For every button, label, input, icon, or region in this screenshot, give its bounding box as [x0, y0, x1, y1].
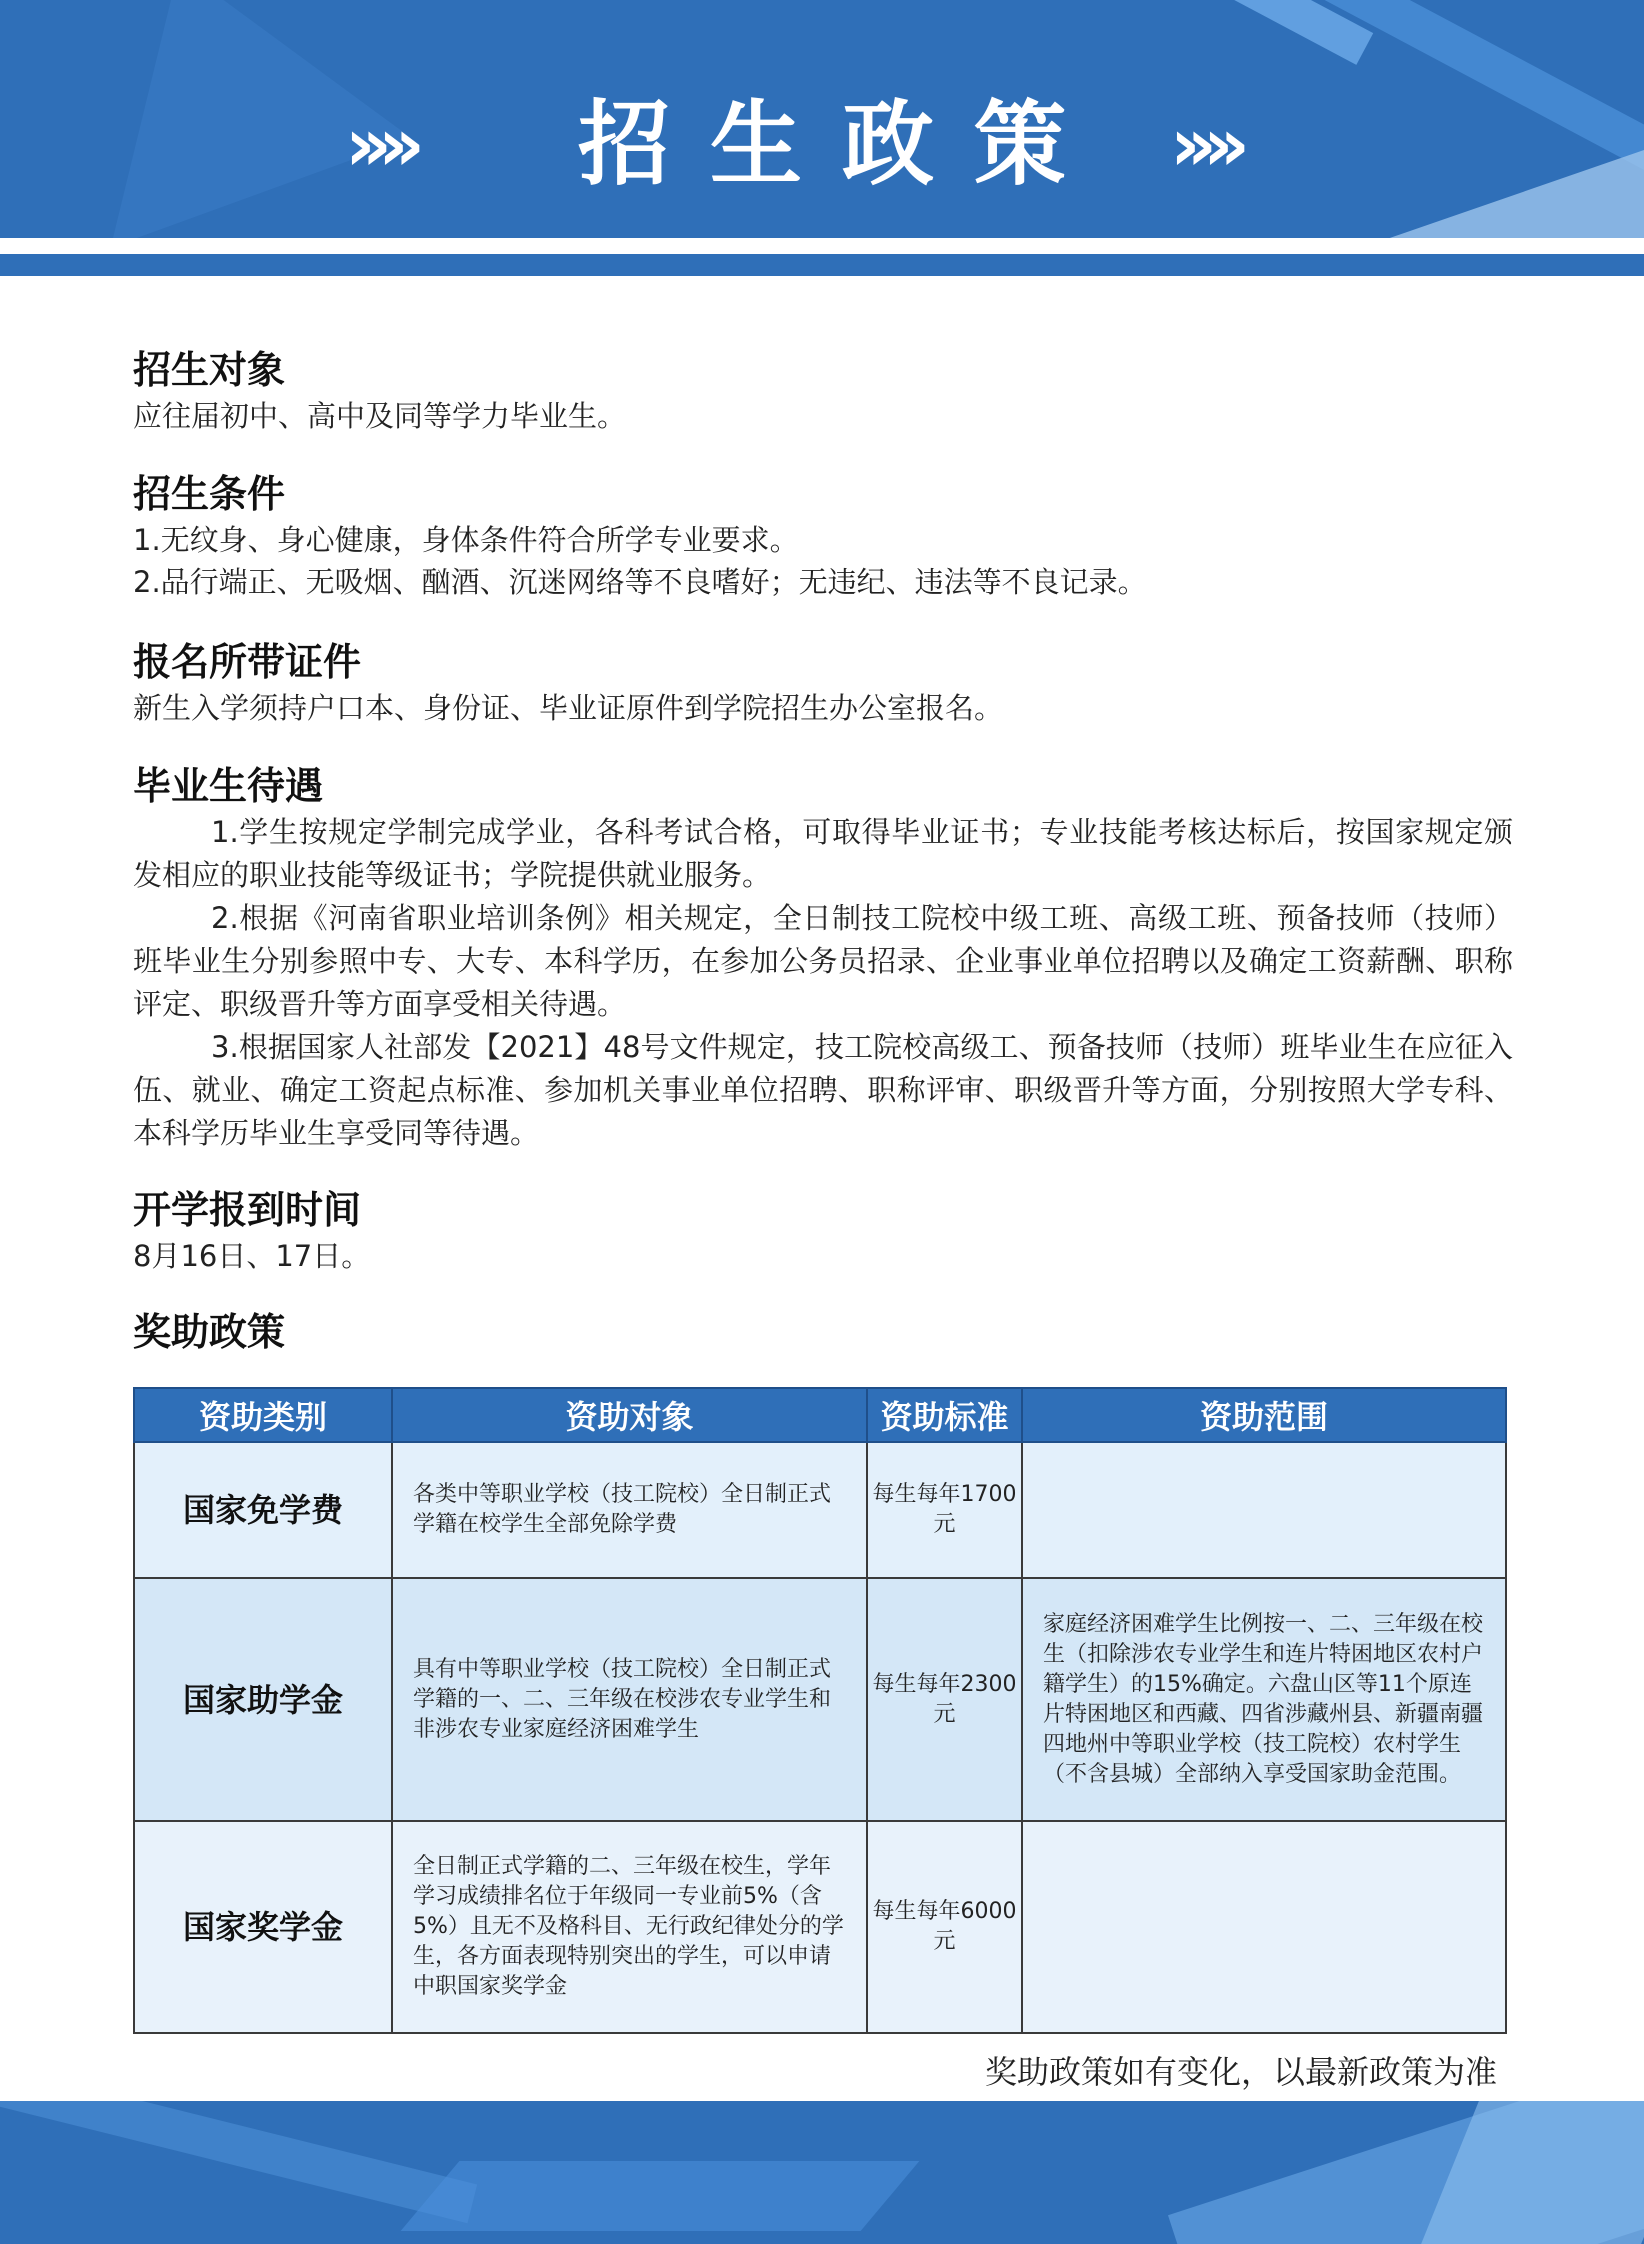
- chevron-right-icon: ››››: [1170, 102, 1236, 188]
- section-conditions: [133, 469, 1513, 603]
- table-cell-range: 家庭经济困难学生比例按一、二、三年级在校生（扣除涉农专业学生和连片特困地区农村户籍学生）的15%确定。六盘山区等11个原连片特困地区和西藏、四省涉藏州县、新疆南疆四地州中等职业学校（技工院校）农村学生（不含县城）全部纳入享受国家助金范围。: [1022, 1578, 1506, 1821]
- table-cell-standard: 每生每年6000元: [867, 1821, 1022, 2033]
- section-title: 招生对象: [133, 348, 286, 392]
- table-cell-target: 具有中等职业学校（技工院校）全日制正式学籍的一、二、三年级在校涉农专业学生和非涉农专业家庭经济困难学生: [392, 1578, 867, 1821]
- main-content: [133, 345, 1513, 1357]
- table-cell-target: 各类中等职业学校（技工院校）全日制正式学籍在校学生全部免除学费: [392, 1442, 867, 1578]
- header-stripe: [1127, 0, 1373, 65]
- header-separator: [0, 238, 1644, 252]
- paragraph: 2.根据《河南省职业培训条例》相关规定，全日制技工院校中级工班、高级工班、预备技师（技师）班毕业生分别参照中专、大专、本科学历，在参加公务员招录、企业事业单位招聘以及确定工资薪酬、职称评定、职级晋升等方面享受相关待遇。: [133, 901, 1513, 1021]
- paragraph: 1.学生按规定学制完成学业，各科考试合格，可取得毕业证书；专业技能考核达标后，按国家规定颁发相应的职业技能等级证书；学院提供就业服务。: [133, 815, 1513, 892]
- table-cell-target: 全日制正式学籍的二、三年级在校生，学年学习成绩排名位于年级同一专业前5%（含5%）且无不及格科目、无行政纪律处分的学生，各方面表现特别突出的学生，可以申请中职国家奖学金: [392, 1821, 867, 2033]
- table-header-cell: 资助类别: [134, 1388, 392, 1442]
- table-cell-standard: 每生每年1700元: [867, 1442, 1022, 1578]
- table-cell-standard: 每生每年2300元: [867, 1578, 1022, 1821]
- section-graduates: [133, 761, 1513, 1155]
- policy-note: 奖助政策如有变化，以最新政策为准: [984, 2053, 1497, 2091]
- section-title: 开学报到时间: [133, 1188, 362, 1232]
- header-line: [0, 254, 1644, 276]
- table-cell-range: [1022, 1821, 1506, 2033]
- section-title: 招生条件: [133, 472, 286, 516]
- chevron-right-icon: ››››: [345, 102, 411, 188]
- table-header-cell: 资助标准: [867, 1388, 1022, 1442]
- table-row: [134, 1578, 1506, 1821]
- section-title: 毕业生待遇: [133, 764, 324, 808]
- section-title: 报名所带证件: [133, 640, 362, 684]
- footer-decoration: [0, 2101, 477, 2223]
- table-header-cell: 资助对象: [392, 1388, 867, 1442]
- section-text: 新生入学须持户口本、身份证、毕业证原件到学院招生办公室报名。: [133, 691, 1004, 725]
- aid-table: [133, 1387, 1505, 2034]
- page-title: 招生政策: [577, 91, 1106, 198]
- table-cell-category: 国家奖学金: [134, 1821, 392, 2033]
- section-enrollment-time: [133, 1185, 1513, 1277]
- table-row: [134, 1442, 1506, 1578]
- section-text: 应往届初中、高中及同等学力毕业生。: [133, 399, 627, 433]
- footer-banner: [0, 2101, 1644, 2244]
- table-cell-category: 国家免学费: [134, 1442, 392, 1578]
- table-cell-range: [1022, 1442, 1506, 1578]
- table-row: [134, 1821, 1506, 2033]
- table-header-cell: 资助范围: [1022, 1388, 1506, 1442]
- section-text: 8月16日、17日。: [133, 1239, 371, 1273]
- section-title: 奖助政策: [133, 1310, 286, 1354]
- section-documents: [133, 637, 1513, 729]
- section-aid: [133, 1307, 1513, 1357]
- table-header-row: [134, 1388, 1506, 1442]
- list-item: 1.无纹身、身心健康，身体条件符合所学专业要求。: [133, 523, 799, 557]
- footer-decoration: [401, 2161, 920, 2231]
- table-cell-category: 国家助学金: [134, 1578, 392, 1821]
- list-item: 2.品行端正、无吸烟、酗酒、沉迷网络等不良嗜好；无违纪、违法等不良记录。: [133, 565, 1147, 599]
- paragraph: 3.根据国家人社部发【2021】48号文件规定，技工院校高级工、预备技师（技师）班毕业生在应征入伍、就业、确定工资起点标准、参加机关事业单位招聘、职称评审、职级晋升等方面，分别按照大学专科、本科学历毕业生享受同等待遇。: [133, 1030, 1513, 1150]
- section-target: [133, 345, 1513, 437]
